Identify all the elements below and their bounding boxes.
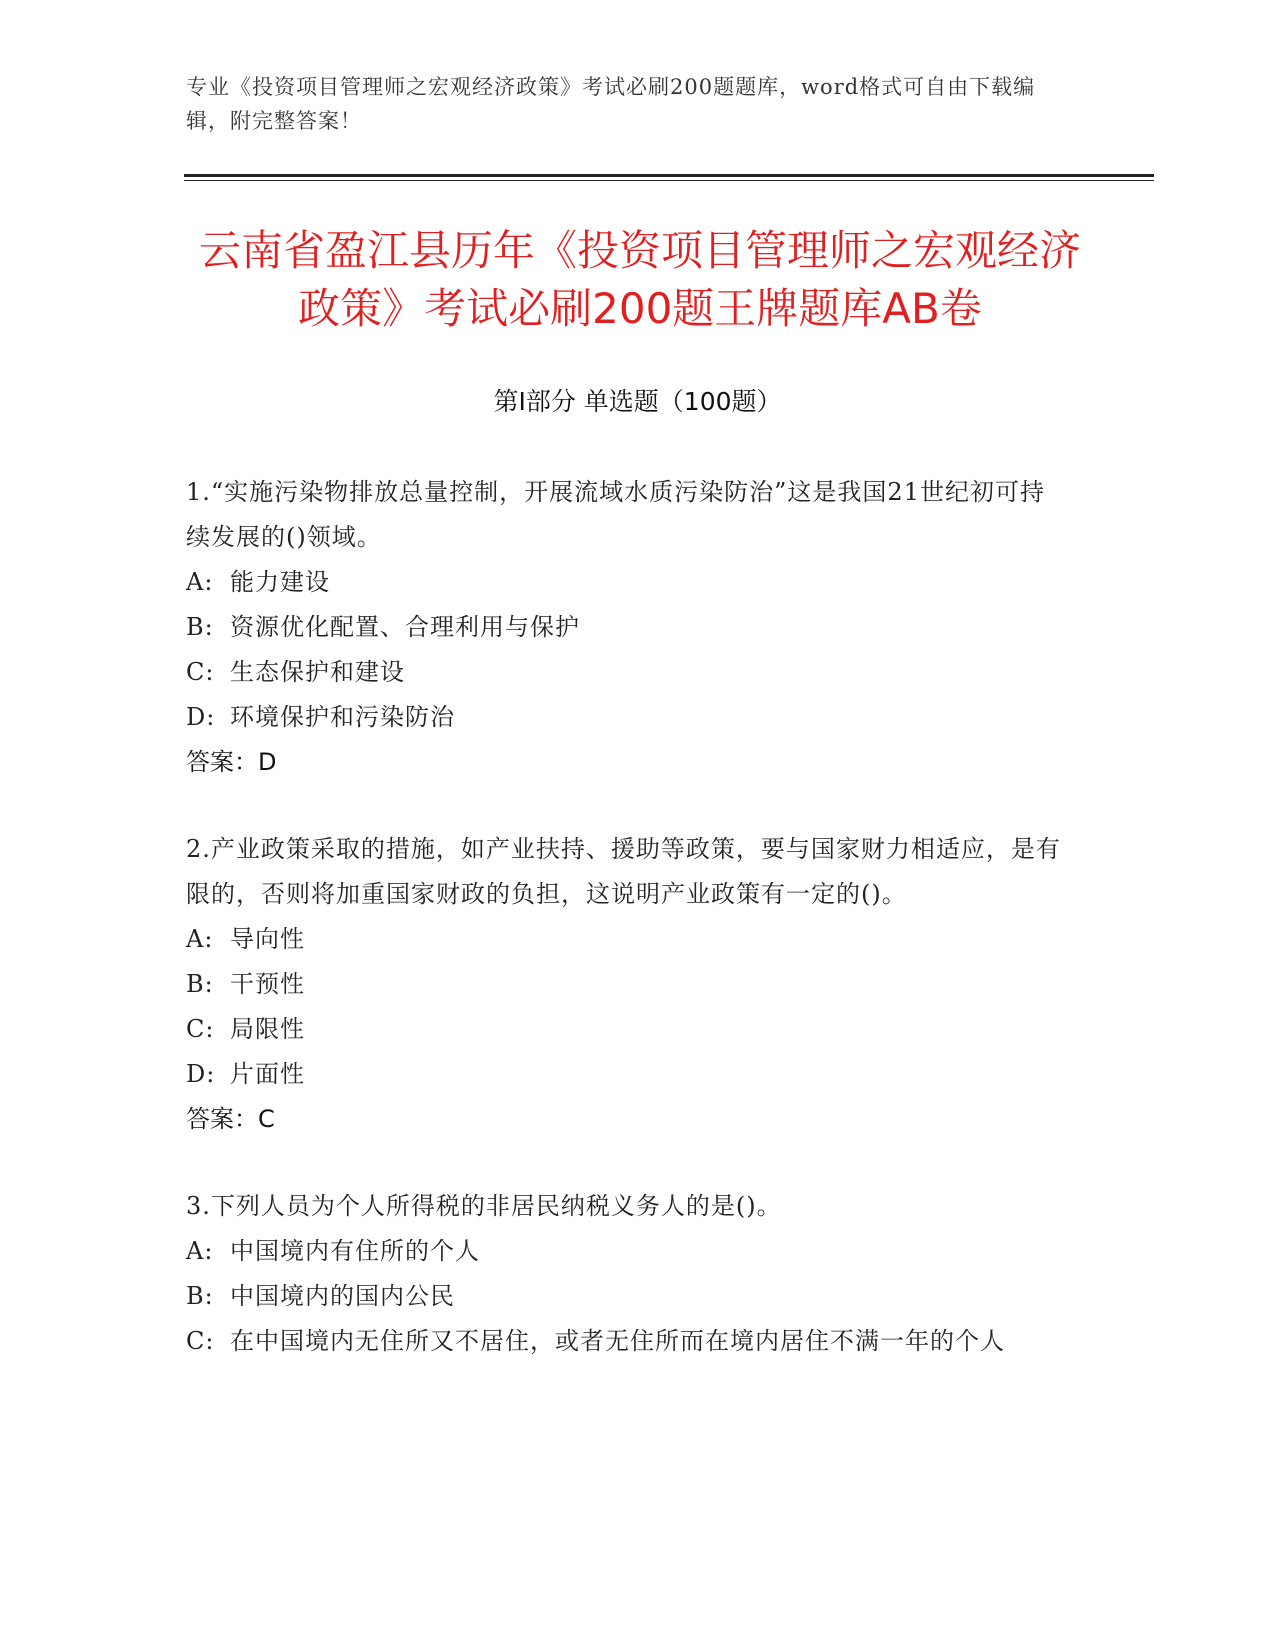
section-heading: 第I部分 单选题（100题） <box>493 387 782 416</box>
option-text: 生态保护和建设 <box>230 658 405 686</box>
option-text: 中国境内有住所的个人 <box>230 1237 480 1265</box>
option-b <box>186 1274 1066 1319</box>
option-letter: A: <box>186 568 214 596</box>
option-letter: A: <box>186 1237 214 1265</box>
option-letter: C: <box>186 1327 215 1355</box>
header-divider-thin <box>184 180 1154 181</box>
question-3 <box>186 1184 1066 1364</box>
header-divider-thick <box>184 174 1154 177</box>
option-text: 中国境内的国内公民 <box>230 1282 455 1310</box>
option-letter: B: <box>186 613 214 641</box>
option-d <box>186 1052 1066 1097</box>
option-a <box>186 1229 1066 1274</box>
option-text: 导向性 <box>230 925 305 953</box>
option-d <box>186 695 1066 740</box>
option-letter: A: <box>186 925 214 953</box>
option-letter: C: <box>186 1015 215 1043</box>
question-list <box>186 470 1066 1406</box>
option-letter: C: <box>186 658 215 686</box>
answer-line: 答案：D <box>186 748 277 776</box>
header-note: 专业《投资项目管理师之宏观经济政策》考试必刷200题题库，word格式可自由下载编辑，附完整答案！ <box>186 75 1036 133</box>
question-2 <box>186 827 1066 1142</box>
answer-line: 答案：C <box>186 1105 275 1133</box>
document-title: 云南省盈江县历年《投资项目管理师之宏观经济政策》考试必刷200题王牌题库AB卷 <box>198 226 1081 333</box>
question-stem: 2.产业政策采取的措施，如产业扶持、援助等政策，要与国家财力相适应，是有限的，否则将加重国家财政的负担，这说明产业政策有一定的()。 <box>186 835 1061 908</box>
option-text: 环境保护和污染防治 <box>230 703 455 731</box>
option-a <box>186 917 1066 962</box>
option-c <box>186 1007 1066 1052</box>
question-stem: 1.“实施污染物排放总量控制，开展流域水质污染防治”这是我国21世纪初可持续发展的()领域。 <box>186 478 1045 551</box>
option-b <box>186 605 1066 650</box>
option-letter: B: <box>186 970 214 998</box>
option-text: 干预性 <box>230 970 305 998</box>
option-letter: B: <box>186 1282 214 1310</box>
question-1 <box>186 470 1066 785</box>
option-letter: D: <box>186 703 216 731</box>
option-text: 在中国境内无住所又不居住，或者无住所而在境内居住不满一年的个人 <box>230 1327 1005 1355</box>
option-text: 资源优化配置、合理利用与保护 <box>230 613 580 641</box>
option-c <box>186 1319 1066 1364</box>
option-text: 能力建设 <box>230 568 330 596</box>
option-b <box>186 962 1066 1007</box>
question-stem: 3.下列人员为个人所得税的非居民纳税义务人的是()。 <box>186 1192 782 1220</box>
option-text: 局限性 <box>230 1015 305 1043</box>
option-text: 片面性 <box>230 1060 305 1088</box>
option-letter: D: <box>186 1060 216 1088</box>
option-a <box>186 560 1066 605</box>
option-c <box>186 650 1066 695</box>
